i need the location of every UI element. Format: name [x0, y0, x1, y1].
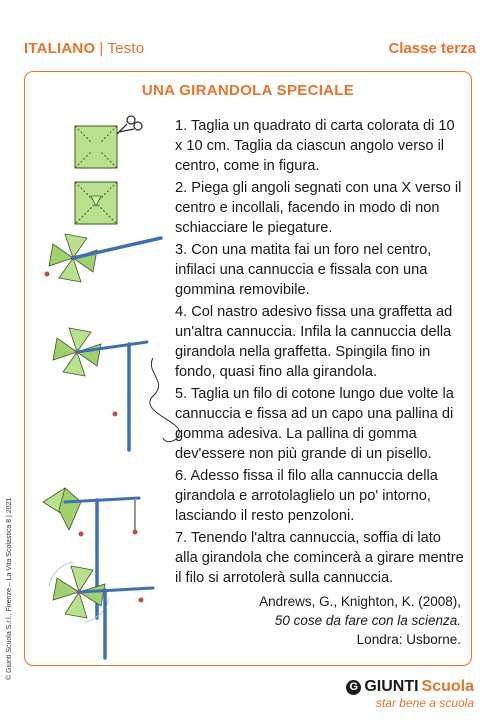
- logo-g-icon: G: [346, 680, 361, 695]
- grade-label: Classe terza: [388, 40, 476, 57]
- citation-book: 50 cose da fare con la scienza.: [274, 613, 461, 628]
- step-2: 2. Piega gli angoli segnati con una X verso il centro e incollali, facendo in modo di non schiacciare le piegature.: [175, 180, 462, 236]
- page-title: UNA GIRANDOLA SPECIALE: [141, 82, 355, 99]
- step-6: 6. Adesso fissa il filo alla cannuccia della girandola e arrotolaglielo un po' intorno, lasciando il resto penzoloni.: [175, 468, 438, 524]
- worksheet-card: [24, 71, 472, 666]
- subject-label: [24, 40, 144, 57]
- pinwheel-straw-illustration: [45, 234, 162, 282]
- step-5: 5. Taglia un filo di cotone lungo due volte la cannuccia e fissa ad un capo una pallina di gomma adesiva. La pallina di gomma dev'essere non più grande di un pisello.: [175, 386, 454, 462]
- step-1: 1. Taglia un quadrato di carta colorata di 10 x 10 cm. Taglia da ciascun angolo verso il centro, come in figura.: [175, 118, 455, 174]
- section-name: Testo: [107, 40, 145, 57]
- publisher-logo: [346, 678, 474, 710]
- page-header: [24, 40, 476, 62]
- spinning-pinwheel-illustration: [49, 562, 153, 658]
- scissors-icon: [117, 116, 142, 134]
- step-7: 7. Tenendo l'altra cannuccia, soffia di lato alla girandola che comincerà a girare mentre il filo si arrotolerà sulla cannuccia.: [175, 530, 464, 586]
- step-3: 3. Con una matita fai un foro nel centro, infilaci una cannuccia e fissala con una gommina removibile.: [175, 242, 432, 298]
- citation-authors: Andrews, G., Knighton, K. (2008),: [259, 594, 461, 609]
- logo-wordmark: [346, 678, 474, 696]
- citation-place: Londra: Usborne.: [356, 632, 461, 647]
- header-separator: |: [99, 40, 104, 57]
- logo-word-2: Scuola: [421, 678, 474, 695]
- step-4: 4. Col nastro adesivo fissa una graffetta ad un'altra cannuccia. Infila la cannuccia della girandola nella graffetta. Spingila fino in fondo, quasi fino alla girandola.: [175, 304, 453, 380]
- cut-square-illustration: [75, 126, 117, 168]
- illustrations: [35, 110, 185, 660]
- folded-square-illustration: [75, 182, 117, 224]
- citation: [259, 592, 461, 649]
- copyright-notice: © Giunti Scuola S.r.l., Firenze – La Vita Scolastica 8 | 2021: [6, 497, 13, 680]
- logo-word: GIUNTI: [364, 678, 419, 695]
- logo-tagline: star bene a scuola: [375, 696, 474, 710]
- subject-name: ITALIANO: [24, 40, 96, 57]
- pinwheel-clip-illustration: [53, 328, 179, 450]
